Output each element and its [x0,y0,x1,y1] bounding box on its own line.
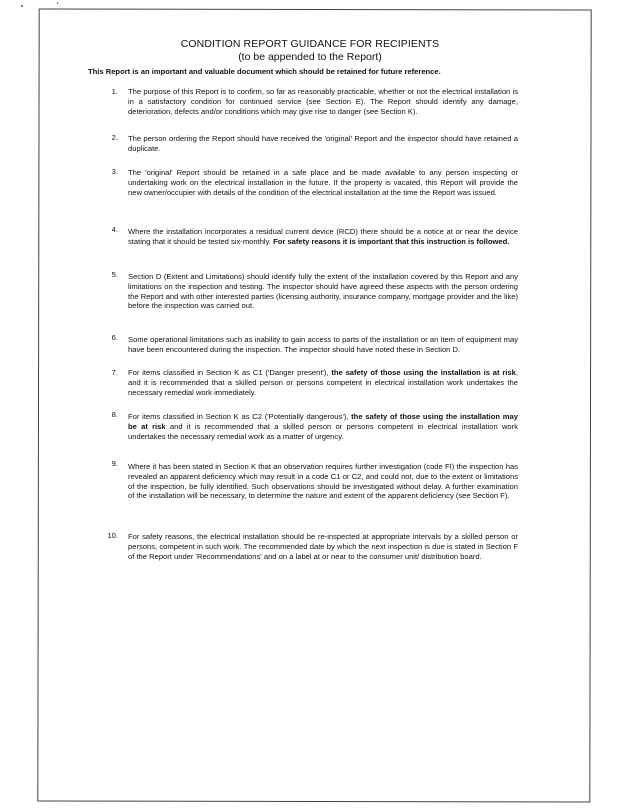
guidance-item [100,87,518,116]
document-subtitle: (to be appended to the Report) [238,51,382,63]
document-title: CONDITION REPORT GUIDANCE FOR RECIPIENTS [180,38,440,50]
guidance-item [100,168,518,197]
item-text: For items classified in Section K as C2 ('Potentially dangerous'), the safety of those using the installation may be at risk and it is recommended that a skilled person or persons competent in electrical installation work undertakes the necessary remedial work as a matter of urgency. [128,412,518,441]
scan-speck [21,5,23,7]
item-text: Section D (Extent and Limitations) should identify fully the extent of the installation covered by this Report and any limitations on the inspection and testing. The inspector should have agreed these aspects with the person ordering the Report and with other interested parties (licensing authority, insurance company, mortgage provider and the like) before the inspection was carried out. [128,272,518,311]
item-text: Where it has been stated in Section K that an observation requires further investigation (code FI) the inspection has revealed an apparent deficiency which may result in a code C1 or C2, and could not, due to the extent or limitations of the inspection, be fully identified. Such observations should be investigated without delay. A further examination of the installation will be necessary, to determine the nature and extent of the apparent deficiency (see Section F). [128,462,518,501]
item-number: 8. [111,410,118,419]
guidance-item [100,134,518,154]
item-number: 7. [111,368,118,377]
item-number: 10. [107,531,118,540]
item-number: 5. [111,270,118,279]
item-text: The 'original' Report should be retained in a safe place and be made available to any person inspecting or undertaking work on the electrical installation in the future. If the property is vacated, this Report will provide the new owner/occupier with details of the condition of the electrical installation at the time the Report was issued. [128,168,518,197]
guidance-item [100,227,518,247]
item-text: The purpose of this Report is to confirm, so far as reasonably practicable, whether or not the electrical installation is in a satisfactory condition for continued service (see Section E). The Report should identify any damage, deterioration, defects and/or conditions which may give rise to danger (see Section K). [128,87,518,116]
guidance-item [100,368,518,397]
emphasis-text: For safety reasons it is important that this instruction is followed. [273,236,510,246]
item-text: Where the installation incorporates a residual current device (RCD) there should be a notice at or near the device stating that it should be tested six-monthly. For safety reasons it is important that this instruction is followed. [128,227,518,246]
item-text: Some operational limitations such as inability to gain access to parts of the installation or an item of equipment may have been encountered during the inspection. The inspector should have noted these in Section D. [128,335,518,354]
emphasis-text: the safety of those using the installation is at risk [331,368,516,377]
item-number: 1. [111,87,118,96]
item-number: 9. [111,459,118,468]
guidance-item [100,412,518,441]
item-number: 2. [111,133,118,142]
page-border [37,9,591,803]
item-number: 3. [111,167,118,176]
item-text: For safety reasons, the electrical installation should be re-inspected at appropriate intervals by a skilled person or persons, competent in such work. The recommended date by which the next inspection is due is stated in Section F of the Report under 'Recommendations' and on a label at or near to the consumer unit/ distribution board. [128,532,518,561]
item-number: 4. [111,225,118,234]
scan-speck [57,2,58,4]
guidance-item [100,272,518,311]
retention-notice: This Report is an important and valuable document which should be retained for future reference. [88,67,441,76]
guidance-item [100,532,518,561]
emphasis-text: the safety of those using the installation may be at risk [128,412,518,431]
item-text: For items classified in Section K as C1 ('Danger present'), the safety of those using the installation is at risk, and it is recommended that a skilled person or persons competent in electrical installation work undertakes the necessary remedial work immediately. [128,368,518,397]
item-text: The person ordering the Report should have received the 'original' Report and the inspector should have retained a duplicate. [128,134,518,153]
guidance-item [100,459,518,501]
guidance-item [100,335,518,355]
item-number: 6. [111,333,118,342]
